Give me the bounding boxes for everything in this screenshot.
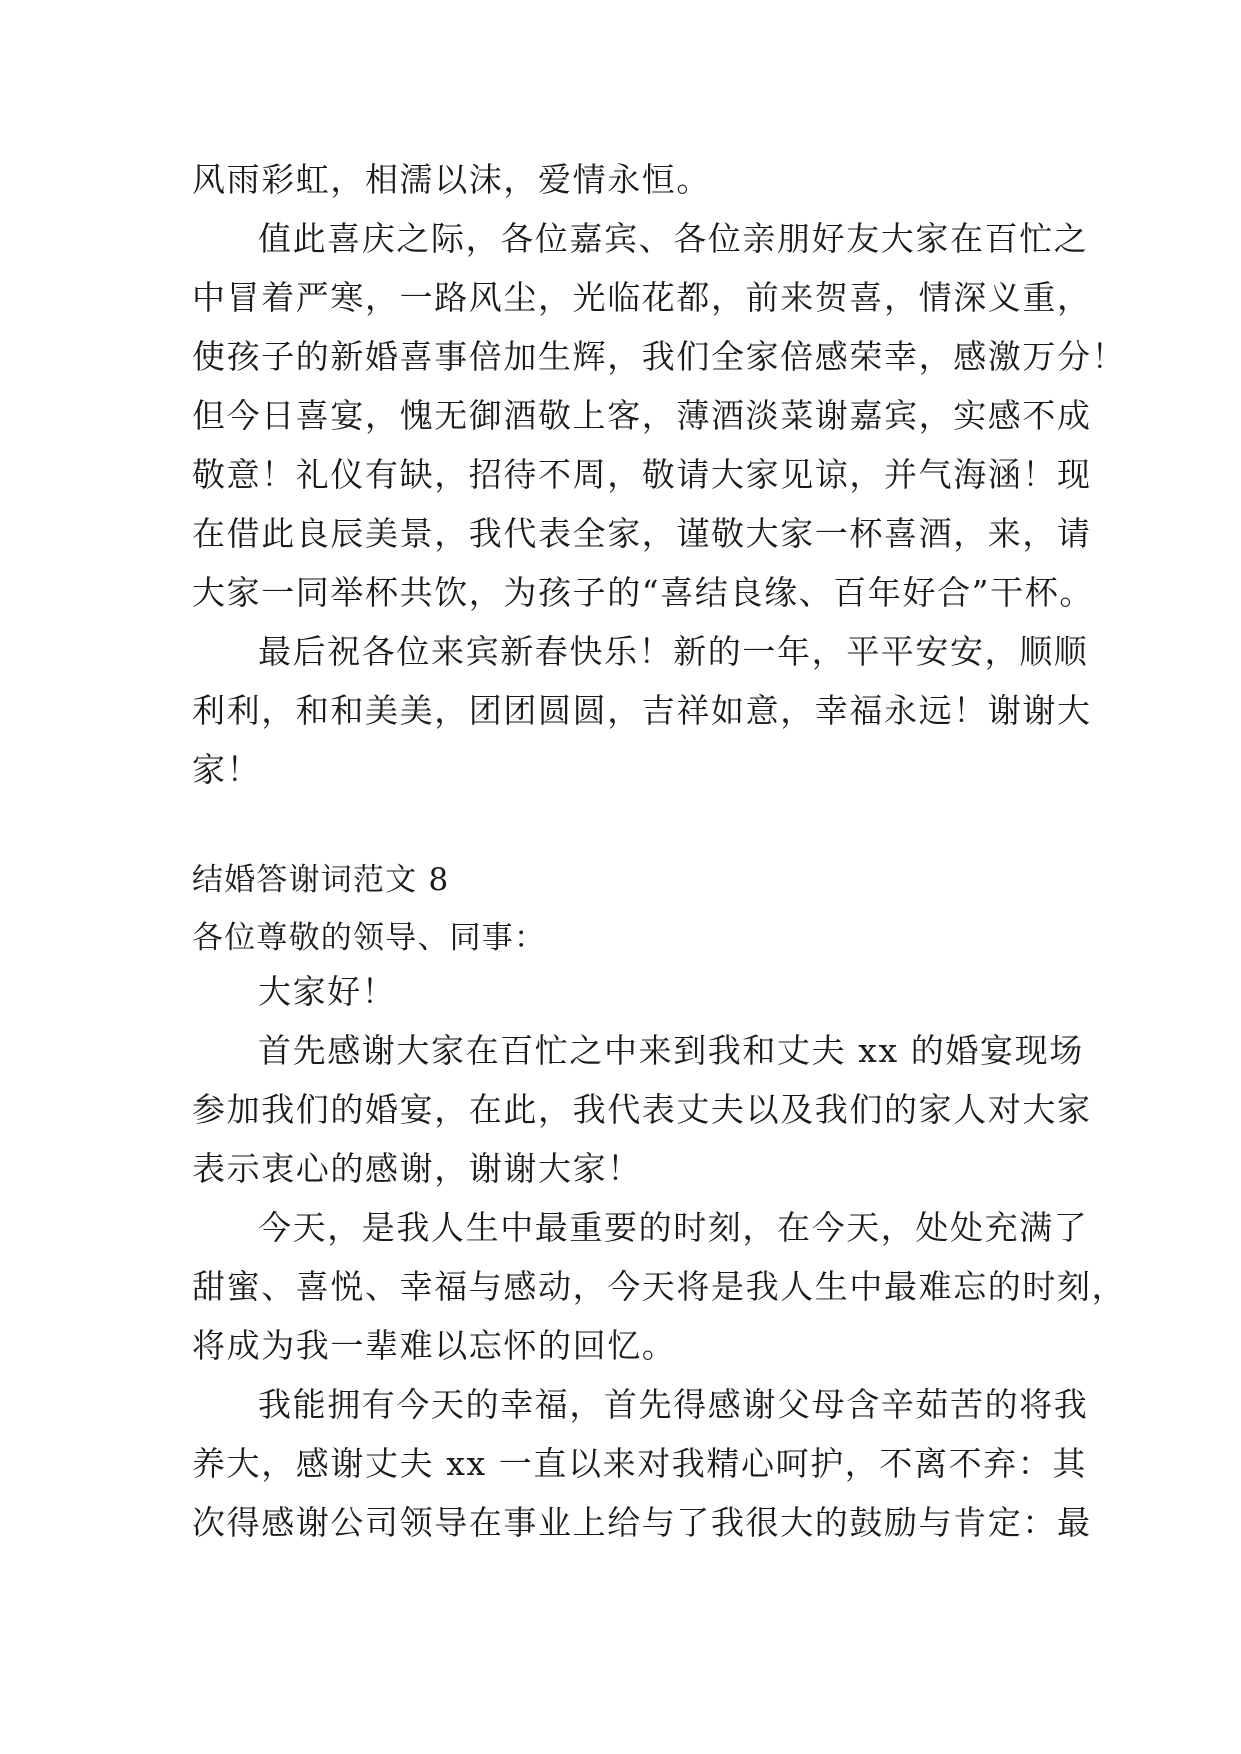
text-line: 次得感谢公司领导在事业上给与了我很大的鼓励与肯定：最	[192, 1503, 1092, 1542]
paragraph-first-line: 首先感谢大家在百忙之中来到我和丈夫 xx 的婚宴现场	[258, 1031, 1084, 1070]
greeting-line: 大家好！	[258, 972, 397, 1011]
text-line: 在借此良辰美景，我代表全家，谨敬大家一杯喜酒，来，请	[192, 514, 1092, 553]
body-text-section-2	[192, 962, 1127, 1552]
text-line: 甜蜜、喜悦、幸福与感动，今天将是我人生中最难忘的时刻，	[192, 1267, 1127, 1306]
text-line: 参加我们的婚宴，在此，我代表丈夫以及我们的家人对大家	[192, 1090, 1092, 1129]
salutation: 各位尊敬的领导、同事：	[192, 920, 547, 956]
paragraph-first-line: 最后祝各位来宾新春快乐！新的一年，平平安安，顺顺	[258, 632, 1089, 671]
paragraph-first-line: 我能拥有今天的幸福，首先得感谢父母含辛茹苦的将我	[258, 1385, 1089, 1424]
text-line: 将成为我一辈难以忘怀的回忆。	[192, 1326, 677, 1365]
text-line: 但今日喜宴，愧无御酒敬上客，薄酒淡菜谢嘉宾，实感不成	[192, 396, 1092, 435]
text-line: 风雨彩虹，相濡以沫，爱情永恒。	[192, 160, 711, 199]
text-line: 养大，感谢丈夫 xx 一直以来对我精心呵护，不离不弃：其	[192, 1444, 1088, 1483]
text-line: 使孩子的新婚喜事倍加生辉，我们全家倍感荣幸，感激万分！	[192, 337, 1127, 376]
paragraph-first-line: 值此喜庆之际，各位嘉宾、各位亲朋好友大家在百忙之	[258, 219, 1089, 258]
body-text-section-1	[192, 150, 1127, 799]
paragraph-first-line: 今天，是我人生中最重要的时刻，在今天，处处充满了	[258, 1208, 1089, 1247]
text-line: 敬意！礼仪有缺，招待不周，敬请大家见谅，并气海涵！现	[192, 455, 1092, 494]
text-line: 中冒着严寒，一路风尘，光临花都，前来贺喜，情深义重，	[192, 278, 1092, 317]
section-title: 结婚答谢词范文 8	[192, 862, 450, 898]
text-line: 家！	[192, 750, 262, 789]
text-line: 表示衷心的感谢，谢谢大家！	[192, 1149, 642, 1188]
text-line: 利利，和和美美，团团圆圆，吉祥如意，幸福永远！谢谢大	[192, 691, 1092, 730]
text-line: 大家一同举杯共饮，为孩子的“喜结良缘、百年好合”干杯。	[192, 573, 1094, 612]
